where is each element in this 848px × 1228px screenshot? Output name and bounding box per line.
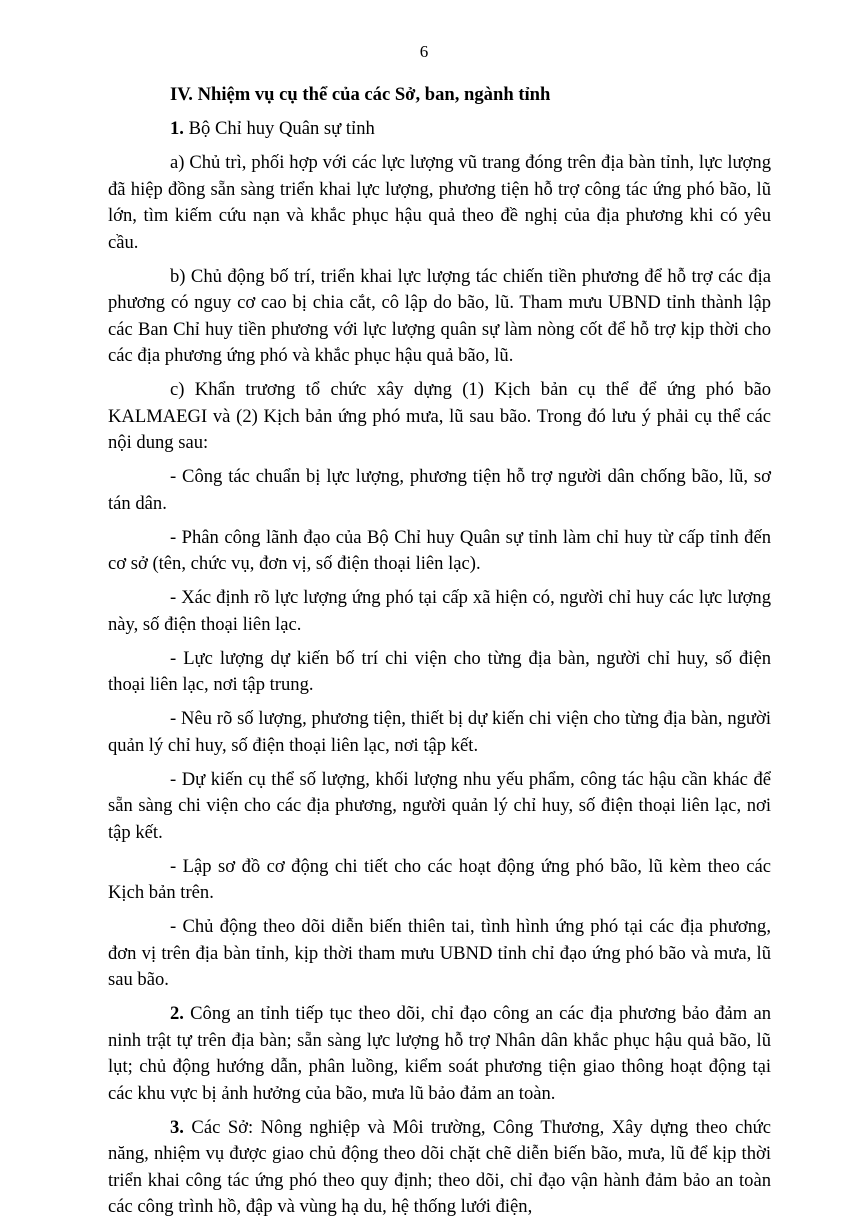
page-number: 6	[419, 42, 429, 61]
item-2-number: 2.	[170, 1003, 184, 1024]
bullet-item: - Lập sơ đồ cơ động chi tiết cho các hoạt động ứng phó bão, lũ kèm theo các Kịch bản trên.	[108, 855, 771, 903]
item-3-number: 3.	[170, 1116, 184, 1138]
item-1-title	[108, 116, 771, 143]
bullet-item: - Lực lượng dự kiến bố trí chi viện cho từng địa bàn, người chỉ huy, số điện thoại liên lạc, nơi tập trung.	[108, 647, 771, 695]
item-3-text: Các Sở: Nông nghiệp và Môi trường, Công Thương, Xây dựng theo chức năng, nhiệm vụ được giao chủ động theo dõi chặt chẽ diễn biến bão, mưa, lũ để kịp thời triển khai công tác ứng phó theo quy định; theo dõi, chỉ đạo vận hành đảm bảo an toàn các công trình hồ, đập và vùng hạ du, hệ thống lưới điện,	[108, 1116, 771, 1217]
item-2-paragraph	[108, 1001, 771, 1107]
section-heading: IV. Nhiệm vụ cụ thể của các Sở, ban, ngành tỉnh	[170, 84, 551, 105]
bullet-item: - Nêu rõ số lượng, phương tiện, thiết bị dự kiến chi viện cho từng địa bàn, người quản lý chỉ huy, số điện thoại liên lạc, nơi tập kết.	[108, 708, 771, 756]
bullet-item: - Chủ động theo dõi diễn biến thiên tai, tình hình ứng phó tại các địa phương, đơn vị trên địa bàn tỉnh, kịp thời tham mưu UBND tỉnh chỉ đạo ứng phó bão và mưa, lũ sau bão.	[108, 916, 771, 990]
bullet-item: - Công tác chuẩn bị lực lượng, phương tiện hỗ trợ người dân chống bão, lũ, sơ tán dân.	[108, 466, 771, 514]
item-2-text: Công an tỉnh tiếp tục theo dõi, chỉ đạo công an các địa phương bảo đảm an ninh trật tự trên địa bàn; sẵn sàng lực lượng hỗ trợ Nhân dân khắc phục hậu quả bão, lũ lụt; chủ động hướng dẫn, phân luồng, kiểm soát phương tiện giao thông hoạt động tại các khu vực bị ảnh hưởng của bão, mưa lũ bảo đảm an toàn.	[108, 1003, 771, 1104]
paragraph-c: c) Khẩn trương tổ chức xây dựng (1) Kịch bản cụ thể để ứng phó bão KALMAEGI và (2) Kịch bản ứng phó mưa, lũ sau bão. Trong đó lưu ý phải cụ thể các nội dung sau:	[108, 379, 771, 453]
bullet-item: - Dự kiến cụ thể số lượng, khối lượng nhu yếu phẩm, công tác hậu cần khác để sẵn sàng chi viện cho các địa phương, người quản lý chỉ huy, số điện thoại liên lạc, nơi tập kết.	[108, 768, 771, 843]
bullet-item: - Xác định rõ lực lượng ứng phó tại cấp xã hiện có, người chỉ huy các lực lượng này, số điện thoại liên lạc.	[108, 587, 771, 635]
document-body	[108, 82, 771, 1228]
bullet-item: - Phân công lãnh đạo của Bộ Chỉ huy Quân sự tỉnh làm chỉ huy từ cấp tỉnh đến cơ sở (tên, chức vụ, đơn vị, số điện thoại liên lạc).	[108, 526, 771, 574]
paragraph-a: a) Chủ trì, phối hợp với các lực lượng vũ trang đóng trên địa bàn tỉnh, lực lượng đã hiệp đồng sẵn sàng triển khai lực lượng, phương tiện hỗ trợ công tác ứng phó bão, lũ lớn, tìm kiếm cứu nạn và khắc phục hậu quả theo đề nghị của địa phương khi có yêu cầu.	[108, 152, 771, 253]
paragraph-b: b) Chủ động bố trí, triển khai lực lượng tác chiến tiền phương để hỗ trợ các địa phương có nguy cơ cao bị chia cắt, cô lập do bão, lũ. Tham mưu UBND tỉnh thành lập các Ban Chỉ huy tiền phương với lực lượng quân sự làm nòng cốt để hỗ trợ kịp thời cho các địa phương ứng phó và khắc phục hậu quả bão, lũ.	[108, 265, 771, 366]
item-3-paragraph	[108, 1115, 771, 1221]
item-1-text: Bộ Chỉ huy Quân sự tỉnh	[183, 118, 375, 139]
item-1-number: 1.	[170, 118, 184, 139]
